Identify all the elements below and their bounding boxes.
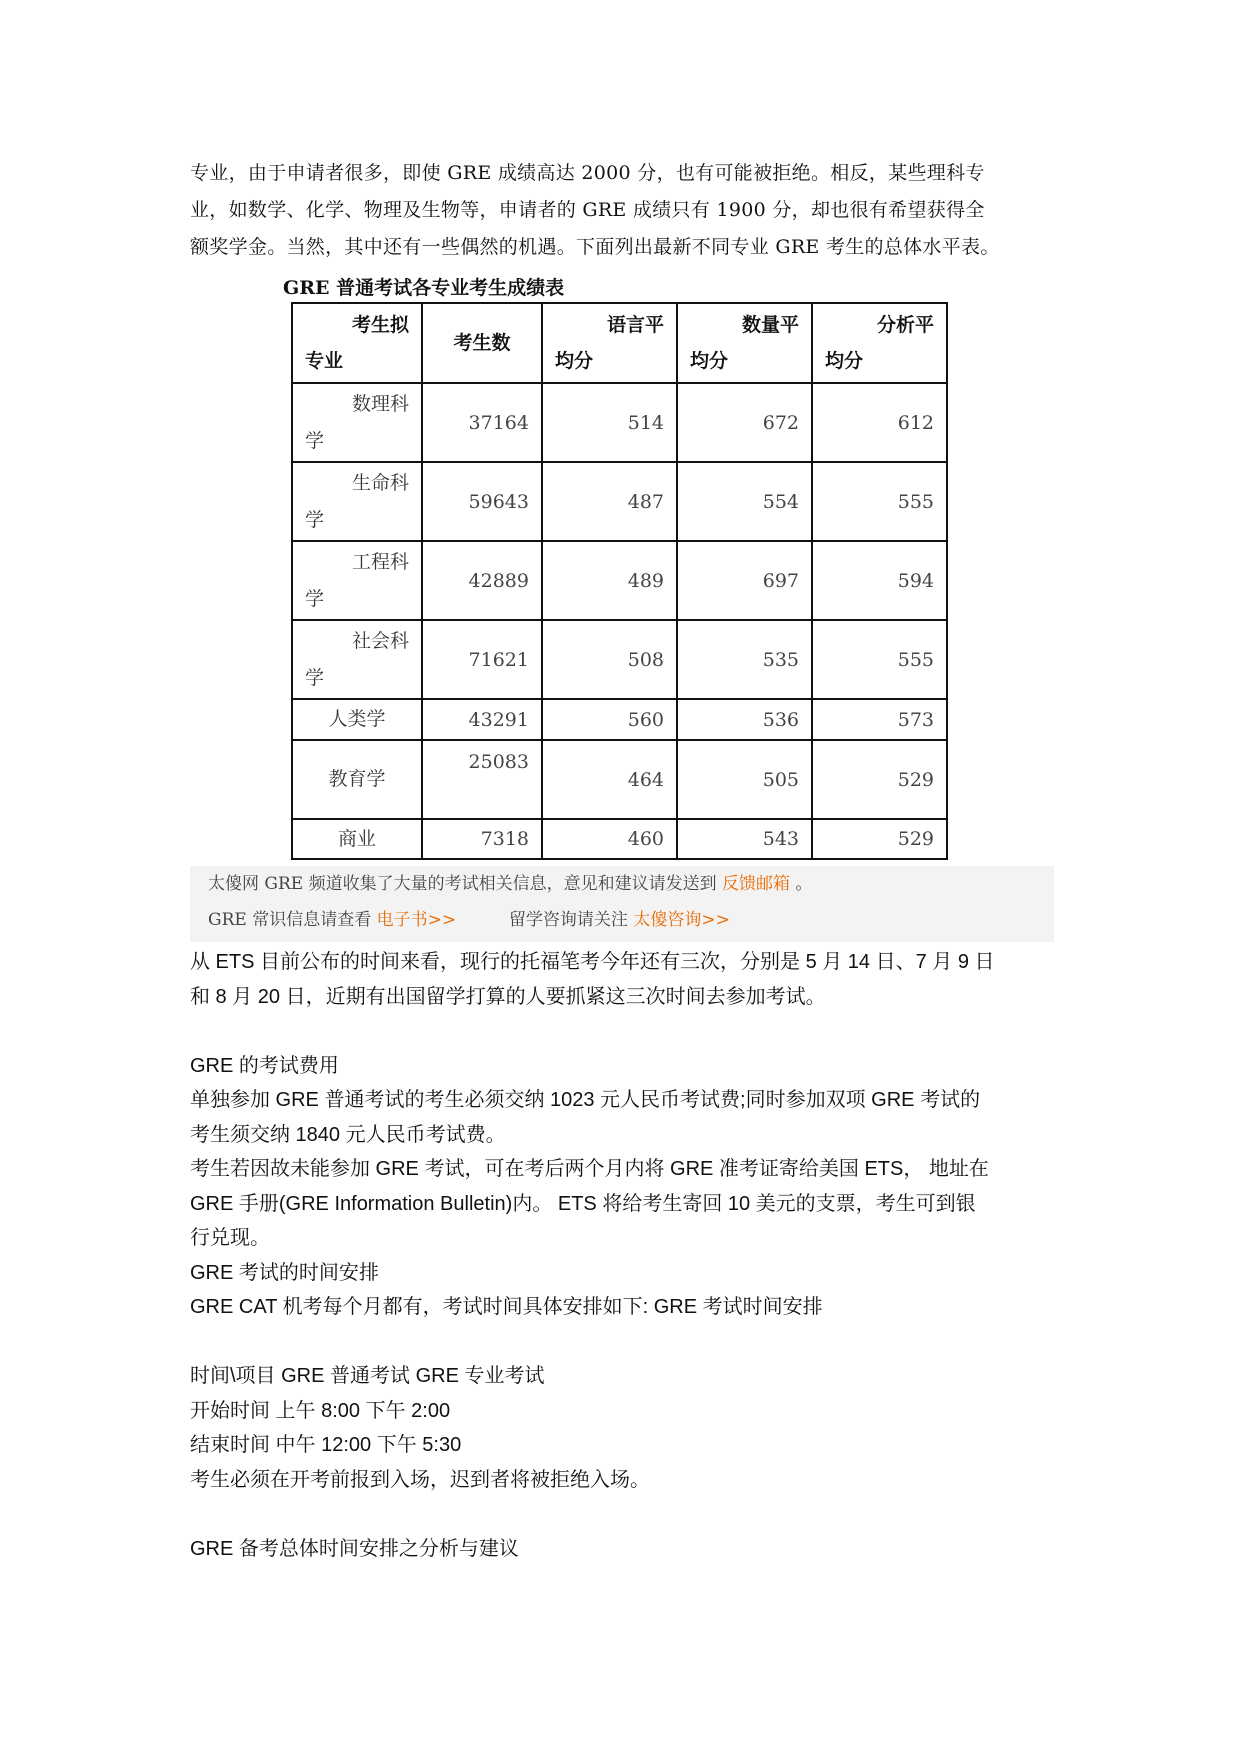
cell-analytic: 529: [812, 819, 947, 859]
cell-count: 7318: [422, 819, 542, 859]
notice-line-links: [208, 902, 1054, 938]
intro-line: 业，如数学、化学、物理及生物等，申请者的 GRE 成绩只有 1900 分，却也很有希望获得全: [190, 199, 985, 221]
intro-line: 专业，由于申请者很多，即使 GRE 成绩高达 2000 分，也有可能被拒绝。相反，某些理科专: [190, 162, 985, 184]
cell-analytic: 573: [812, 699, 947, 740]
intro-paragraph: [190, 155, 1070, 266]
feedback-email-link[interactable]: 反馈邮箱: [722, 874, 791, 894]
cell-major: 商业: [292, 819, 422, 859]
cell-quant: 543: [677, 819, 812, 859]
notice-line-feedback: [208, 866, 1054, 902]
header-analytic: 分析平 均分: [812, 303, 947, 383]
cell-verbal: 464: [542, 740, 677, 819]
header-quant: 数量平 均分: [677, 303, 812, 383]
body-line: GRE 手册(GRE Information Bulletin)内。 ETS 将给考生寄回 10 美元的支票，考生可到银: [190, 1192, 976, 1215]
cell-analytic: 594: [812, 541, 947, 620]
body-line: 考生必须在开考前报到入场，迟到者将被拒绝入场。: [190, 1468, 650, 1491]
header-verbal: 语言平 均分: [542, 303, 677, 383]
section-heading: GRE 备考总体时间安排之分析与建议: [190, 1537, 519, 1560]
cell-verbal: 560: [542, 699, 677, 740]
cell-quant: 697: [677, 541, 812, 620]
cell-verbal: 514: [542, 383, 677, 462]
table-row: [292, 541, 947, 620]
table-row: [292, 699, 947, 740]
notice-box: [190, 866, 1054, 942]
section-heading: GRE 考试的时间安排: [190, 1261, 379, 1284]
schedule-end: 结束时间 中午 12:00 下午 5:30: [190, 1434, 462, 1456]
cell-count: 25083: [422, 740, 542, 819]
notice-text: 太傻网 GRE 频道收集了大量的考试相关信息，意见和建议请发送到: [208, 874, 717, 894]
consulting-link[interactable]: 太傻咨询>>: [633, 910, 730, 930]
header-major: 考生拟 专业: [292, 303, 422, 383]
cell-quant: 672: [677, 383, 812, 462]
cell-major: 数理科 学: [292, 383, 422, 462]
cell-count: 37164: [422, 383, 542, 462]
body-line: GRE CAT 机考每个月都有，考试时间具体安排如下: GRE 考试时间安排: [190, 1296, 823, 1318]
table-row: [292, 620, 947, 699]
table-row: [292, 819, 947, 859]
cell-analytic: 612: [812, 383, 947, 462]
notice-text: GRE 常识信息请查看: [208, 910, 372, 930]
cell-quant: 535: [677, 620, 812, 699]
cell-count: 71621: [422, 620, 542, 699]
cell-verbal: 460: [542, 819, 677, 859]
cell-major: 社会科 学: [292, 620, 422, 699]
schedule-header: 时间\项目 GRE 普通考试 GRE 专业考试: [190, 1365, 545, 1387]
cell-major: 生命科 学: [292, 462, 422, 541]
body-line: 考生若因故未能参加 GRE 考试，可在考后两个月内将 GRE 准考证寄给美国 ETS， 地址在: [190, 1158, 989, 1180]
notice-text: 。: [795, 874, 813, 894]
cell-verbal: 489: [542, 541, 677, 620]
table-row: [292, 462, 947, 541]
ebook-link[interactable]: 电子书>>: [376, 910, 457, 930]
table-title: GRE 普通考试各专业考生成绩表: [283, 277, 565, 299]
cell-analytic: 529: [812, 740, 947, 819]
score-table: [291, 302, 948, 860]
table-header-row: [292, 303, 947, 383]
section-heading: GRE 的考试费用: [190, 1054, 339, 1077]
cell-quant: 505: [677, 740, 812, 819]
notice-text: 留学咨询请关注: [508, 910, 628, 930]
body-line: 和 8 月 20 日，近期有出国留学打算的人要抓紧这三次时间去参加考试。: [190, 985, 826, 1008]
cell-quant: 554: [677, 462, 812, 541]
body-line: 单独参加 GRE 普通考试的考生必须交纳 1023 元人民币考试费;同时参加双项 GRE 考试的: [190, 1089, 981, 1111]
cell-analytic: 555: [812, 620, 947, 699]
cell-major: 人类学: [292, 699, 422, 740]
cell-verbal: 508: [542, 620, 677, 699]
cell-count: 42889: [422, 541, 542, 620]
intro-line: 额奖学金。当然，其中还有一些偶然的机遇。下面列出最新不同专业 GRE 考生的总体水平表。: [190, 236, 1000, 258]
cell-quant: 536: [677, 699, 812, 740]
cell-verbal: 487: [542, 462, 677, 541]
body-line: 考生须交纳 1840 元人民币考试费。: [190, 1123, 506, 1146]
cell-major: 教育学: [292, 740, 422, 819]
body-line: 行兑现。: [190, 1227, 270, 1249]
cell-count: 59643: [422, 462, 542, 541]
schedule-start: 开始时间 上午 8:00 下午 2:00: [190, 1399, 451, 1422]
article-body: [190, 945, 1070, 1566]
cell-count: 43291: [422, 699, 542, 740]
cell-major: 工程科 学: [292, 541, 422, 620]
body-line: 从 ETS 目前公布的时间来看，现行的托福笔考今年还有三次，分别是 5 月 14 日、7 月 9 日: [190, 951, 995, 973]
table-row: [292, 740, 947, 819]
cell-analytic: 555: [812, 462, 947, 541]
table-row: [292, 383, 947, 462]
header-count: 考生数: [422, 303, 542, 383]
